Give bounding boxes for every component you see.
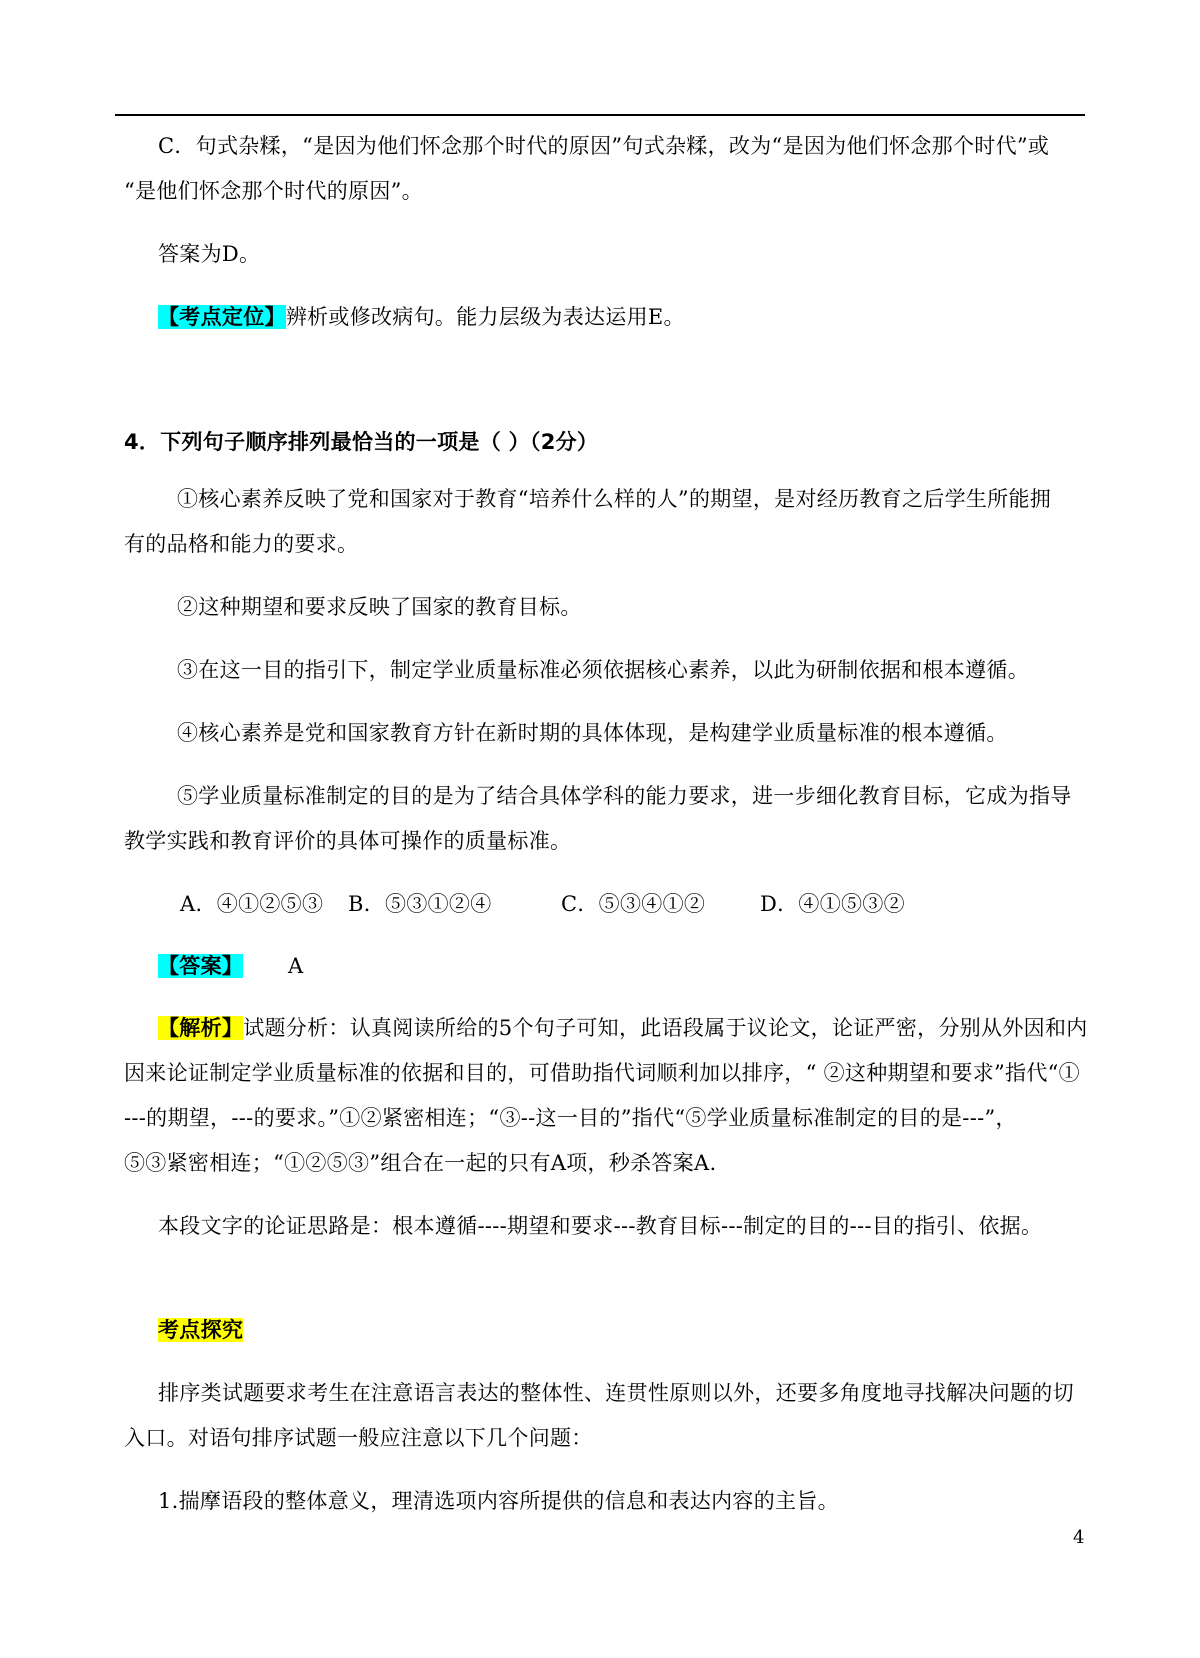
kaodian-text: 辨析或修改病句。能力层级为表达运用E。: [285, 305, 685, 329]
option-c-explanation-line1: C．句式杂糅，“是因为他们怀念那个时代的原因”句式杂糅，改为“是因为他们怀念那个时代”或: [158, 134, 1050, 158]
explore-heading: 考点探究: [158, 1318, 244, 1342]
analysis-line3: ---的期望，---的要求。”①②紧密相连；“③--这一目的”指代“⑤学业质量标准制定的目的是---”，: [124, 1106, 1017, 1130]
option-a: A．④①②⑤③: [180, 892, 324, 916]
sentence-1-line2: 有的品格和能力的要求。: [124, 532, 359, 556]
sentence-4: ④核心素养是党和国家教育方针在新时期的具体体现，是构建学业质量标准的根本遵循。: [177, 721, 1008, 745]
option-c: C．⑤③④①②: [561, 892, 706, 916]
sentence-5-line2: 教学实践和教育评价的具体可操作的质量标准。: [124, 829, 572, 853]
analysis-tag: 【解析】: [158, 1016, 244, 1040]
analysis-line2: 因来论证制定学业质量标准的依据和目的，可借助指代词顺利加以排序，“ ②这种期望和要求”指代“①: [124, 1061, 1080, 1085]
sentence-1-line1: ①核心素养反映了党和国家对于教育“培养什么样的人”的期望，是对经历教育之后学生所能拥: [177, 487, 1052, 511]
question-4-title: 4．下列句子顺序排列最恰当的一项是（ ）（2分）: [124, 430, 599, 454]
explore-paragraph-line2: 入口。对语句排序试题一般应注意以下几个问题：: [124, 1426, 593, 1450]
explore-item-1: 1.揣摩语段的整体意义，理清选项内容所提供的信息和表达内容的主旨。: [158, 1489, 839, 1513]
kaodian-tag: 【考点定位】: [158, 305, 286, 329]
previous-answer: 答案为D。: [158, 242, 261, 266]
option-d: D．④①⑤③②: [760, 892, 905, 916]
analysis-line1: 试题分析：认真阅读所给的5个句子可知，此语段属于议论文，论证严密，分别从外因和内: [243, 1016, 1088, 1040]
option-c-explanation-line2: “是他们怀念那个时代的原因”。: [124, 179, 423, 203]
explore-paragraph-line1: 排序类试题要求考生在注意语言表达的整体性、连贯性原则以外，还要多角度地寻找解决问题的切: [158, 1381, 1074, 1405]
explore-heading-row: [158, 1316, 243, 1344]
header-rule: [115, 114, 1085, 116]
argument-thinking: 本段文字的论证思路是：根本遵循----期望和要求---教育目标---制定的目的---目的指引、依据。: [158, 1214, 1043, 1238]
kaodian-row: [158, 303, 685, 331]
sentence-3: ③在这一目的指引下，制定学业质量标准必须依据核心素养，以此为研制依据和根本遵循。: [177, 658, 1029, 682]
option-b: B．⑤③①②④: [348, 892, 492, 916]
analysis-line1-row: [158, 1014, 1088, 1042]
sentence-2: ②这种期望和要求反映了国家的教育目标。: [177, 595, 582, 619]
answer-tag: 【答案】: [158, 954, 244, 978]
page-number: 4: [1073, 1527, 1085, 1548]
answer-row: [158, 952, 243, 980]
analysis-line4: ⑤③紧密相连；“①②⑤③”组合在一起的只有A项，秒杀答案A.: [124, 1151, 717, 1175]
sentence-5-line1: ⑤学业质量标准制定的目的是为了结合具体学科的能力要求，进一步细化教育目标，它成为指导: [177, 784, 1072, 808]
answer-value: A: [288, 954, 304, 978]
